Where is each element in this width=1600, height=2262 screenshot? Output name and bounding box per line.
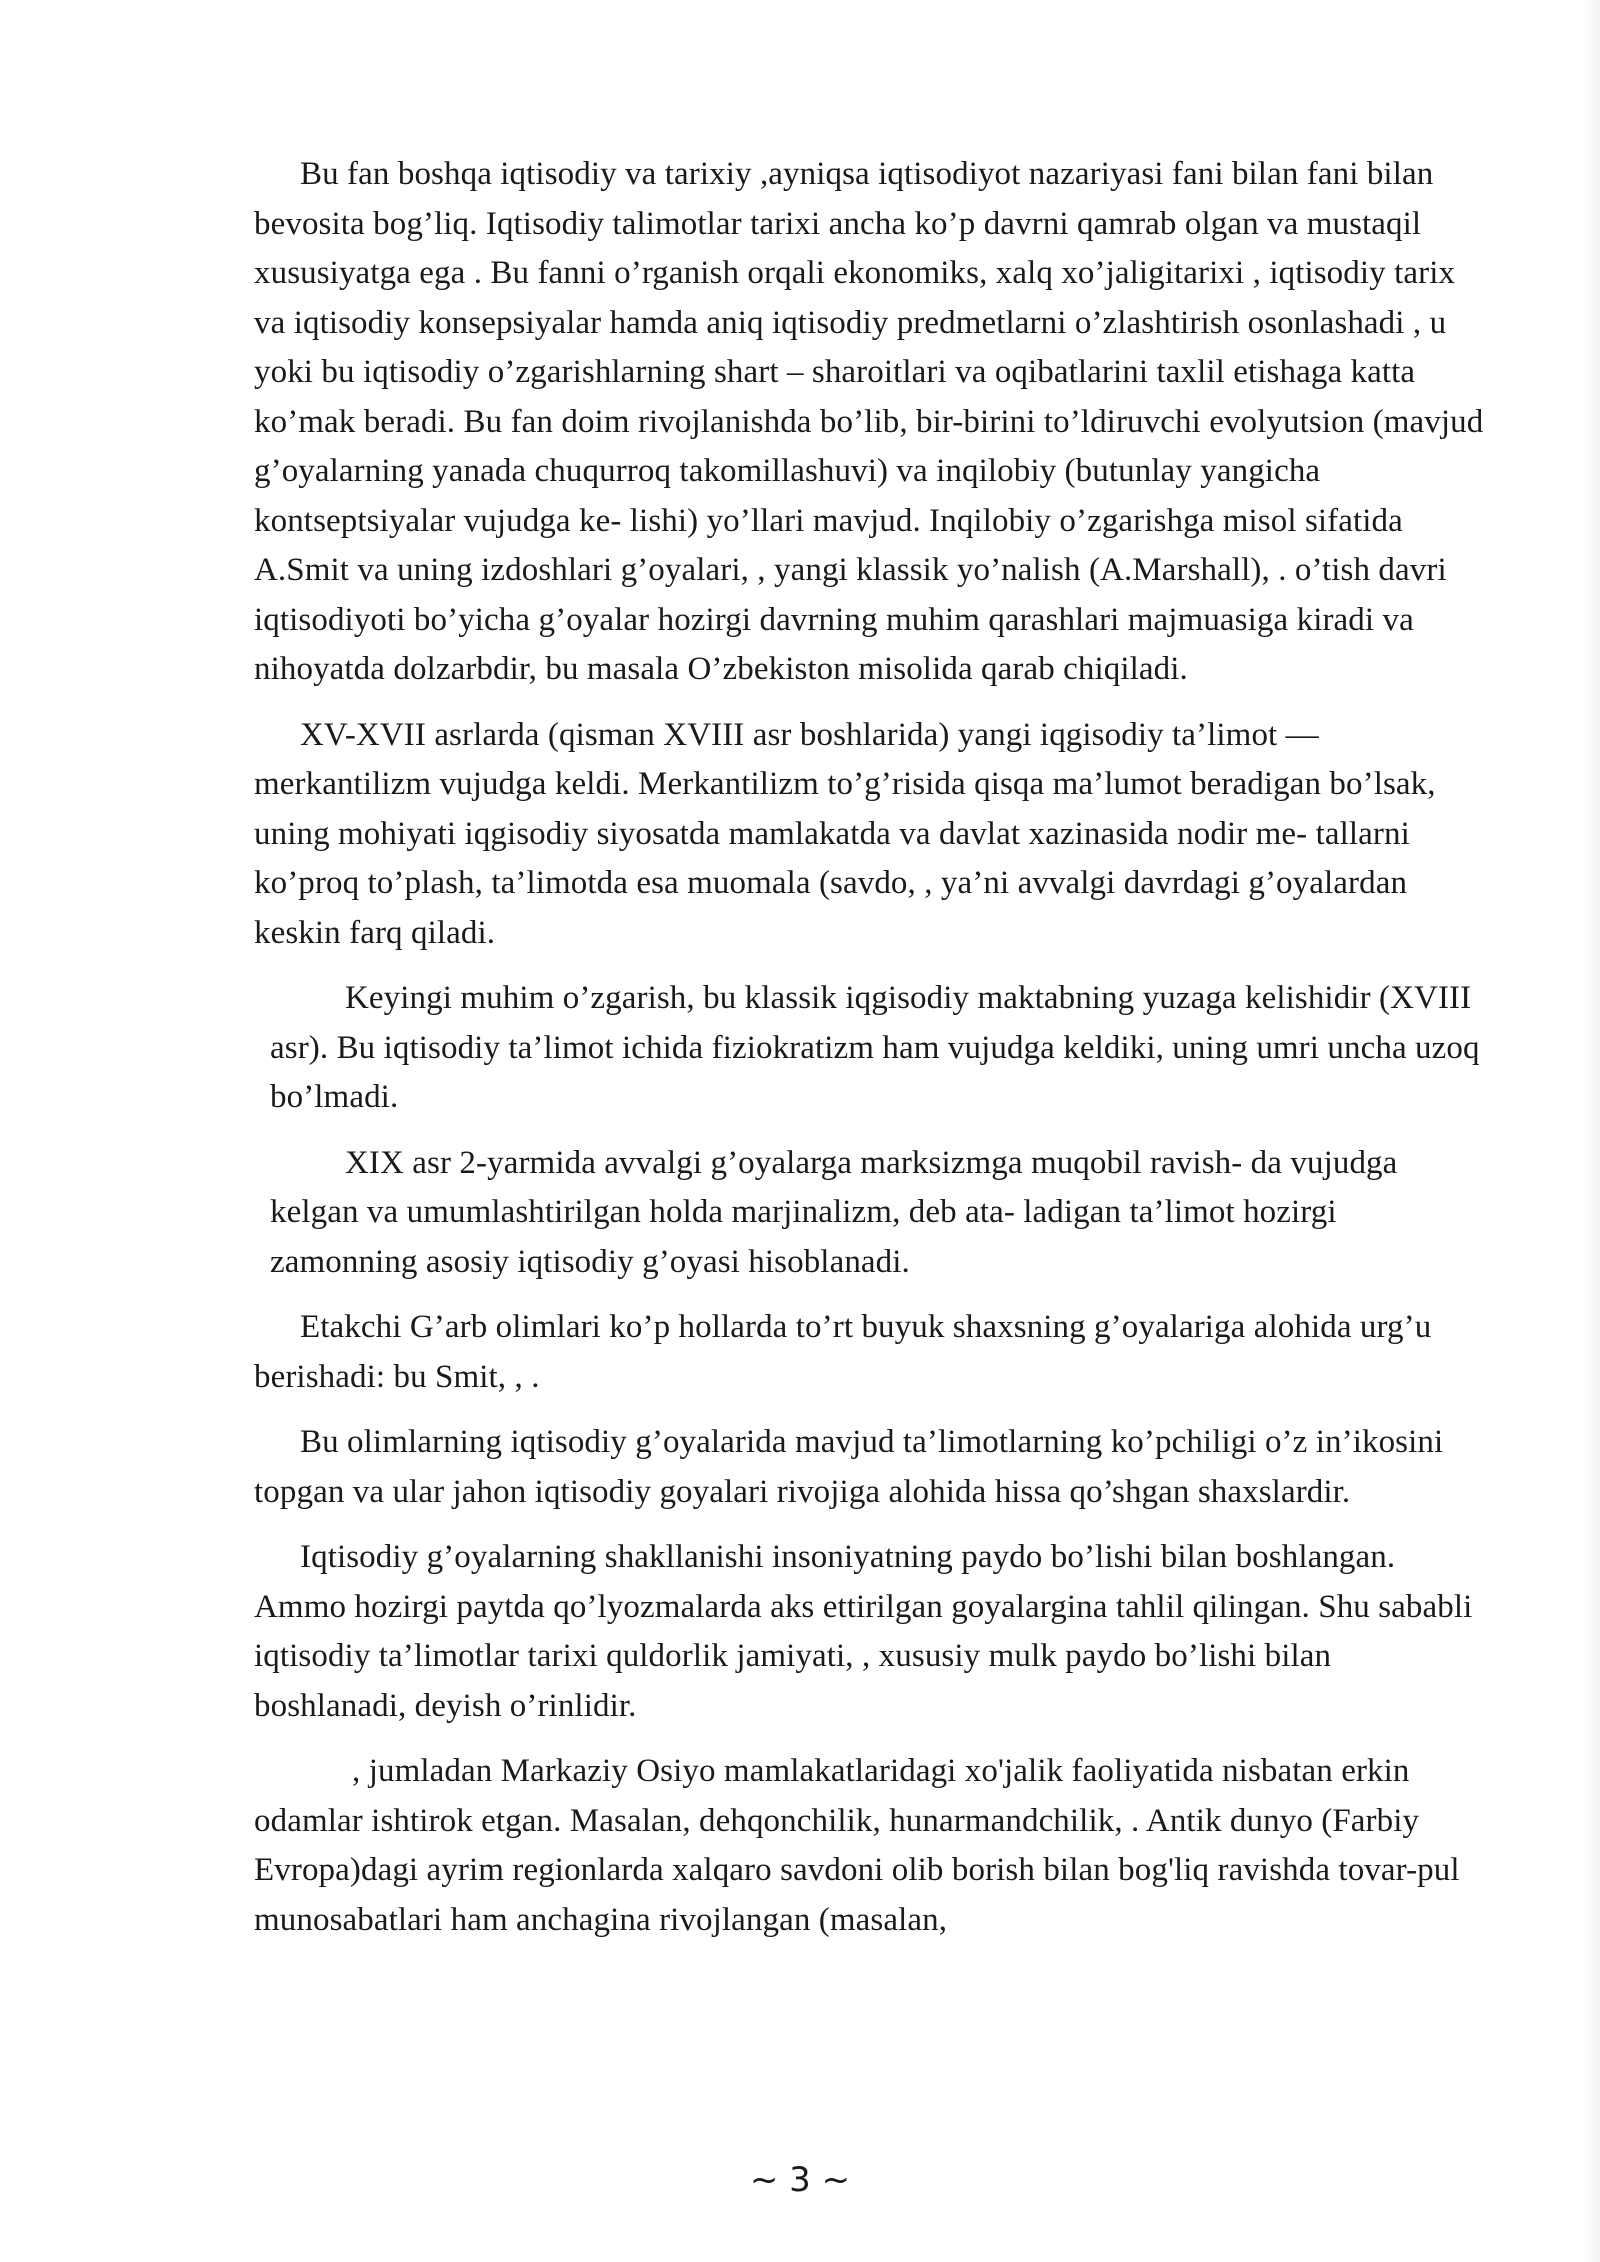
paragraph-4: XIX asr 2-yarmida avvalgi g’oyalarga marksizmga muqobil ravish- da vujudga kelgan va umumlashtirilgan holda marjinalizm, deb ata- ladigan ta’limot hozirgi zamonning asosiy iqtisodiy g’oyasi hisoblanadi. [270, 1144, 1398, 1280]
paragraph-3: Keyingi muhim o’zgarish, bu klassik iqgisodiy maktabning yuzaga kelishidir (XVIII asr). Bu iqtisodiy ta’limot ichida fiziokratizm ham vujudga keldiki, uning umri uncha uzoq bo’lmadi. [270, 980, 1480, 1115]
paragraph-7: Iqtisodiy g’oyalarning shakllanishi insoniyatning paydo bo’lishi bilan boshlangan. Ammo hozirgi paytda qo’lyozmalarda aks ettirilgan goyalargina tahlil qilingan. Shu sababli iqtisodiy ta’limotlar tarixi quldorlik jamiyati, , xususiy mulk paydo bo’lishi bilan boshlanadi, deyish o’rinlidir. [254, 1539, 1473, 1724]
paragraph-6: Bu olimlarning iqtisodiy g’oyalarida mavjud ta’limotlarning ko’pchiligi o’z in’ikosini topgan va ular jahon iqtisodiy goyalari rivojiga alohida hissa qo’shgan shaxslardir. [254, 1424, 1444, 1510]
paragraph-2: XV-XVII asrlarda (qisman XVIII asr boshlarida) yangi iqgisodiy ta’limot — merkantilizm vujudga keldi. Merkantilizm to’g’risida qisqa ma’lumot beradigan bo’lsak, uning mohiyati iqgisodiy siyosatda mamlakatda va davlat xazinasida nodir me- tallarni ko’proq to’plash, ta’limotda esa muomala (savdo, , ya’ni avvalgi davrdagi g’oyalardan keskin farq qiladi. [254, 716, 1436, 951]
document-body [254, 150, 1486, 1961]
page-number: ~ 3 ~ [749, 2160, 851, 2200]
paragraph-1: Bu fan boshqa iqtisodiy va tarixiy ,ayniqsa iqtisodiyot nazariyasi fani bilan fani bilan bevosita bog’liq. Iqtisodiy talimotlar tarixi ancha ko’p davrni qamrab olgan va mustaqil xususiyatga ega . Bu fanni o’rganish orqali ekonomiks, xalq xo’jaligitarixi , iqtisodiy tarix va iqtisodiy konsepsiyalar hamda aniq iqtisodiy predmetlarni o’zlashtirish osonlashadi , u yoki bu iqtisodiy o’zgarishlarning shart – sharoitlari va oqibatlarini taxlil etishaga katta ko’mak beradi. Bu fan doim rivojlanishda bo’lib, bir-birini to’ldiruvchi evolyutsion (mavjud g’oyalarning yanada chuqurroq takomillashuvi) va inqilobiy (butunlay yangicha kontseptsiyalar vujudga ke- lishi) yo’llari mavjud. Inqilobiy o’zgarishga misol sifatida A.Smit va uning izdoshlari g’oyalari, , yangi klassik yo’nalish (A.Marshall), . o’tish davri iqtisodiyoti bo’yicha g’oyalar hozirgi davrning muhim qarashlari majmuasiga kiradi va nihoyatda dolzarbdir, bu masala O’zbekiston misolida qarab chiqiladi. [254, 156, 1484, 687]
page-edge-shadow [1582, 0, 1600, 2262]
paragraph-8: , jumladan Markaziy Osiyo mamlakatlaridagi xo'jalik faoliyatida nisbatan erkin odamlar ishtirok etgan. Masalan, dehqonchilik, hunarmandchilik, . Antik dunyo (Farbiy Evropa)dagi ayrim regionlarda xalqaro savdoni olib borish bilan bog'liq ravishda tovar-pul munosabatlari ham anchagina rivojlangan (masalan, [254, 1753, 1460, 1938]
paragraph-5: Etakchi G’arb olimlari ko’p hollarda to’rt buyuk shaxsning g’oyalariga alohida urg’u berishadi: bu Smit, , . [254, 1309, 1432, 1395]
